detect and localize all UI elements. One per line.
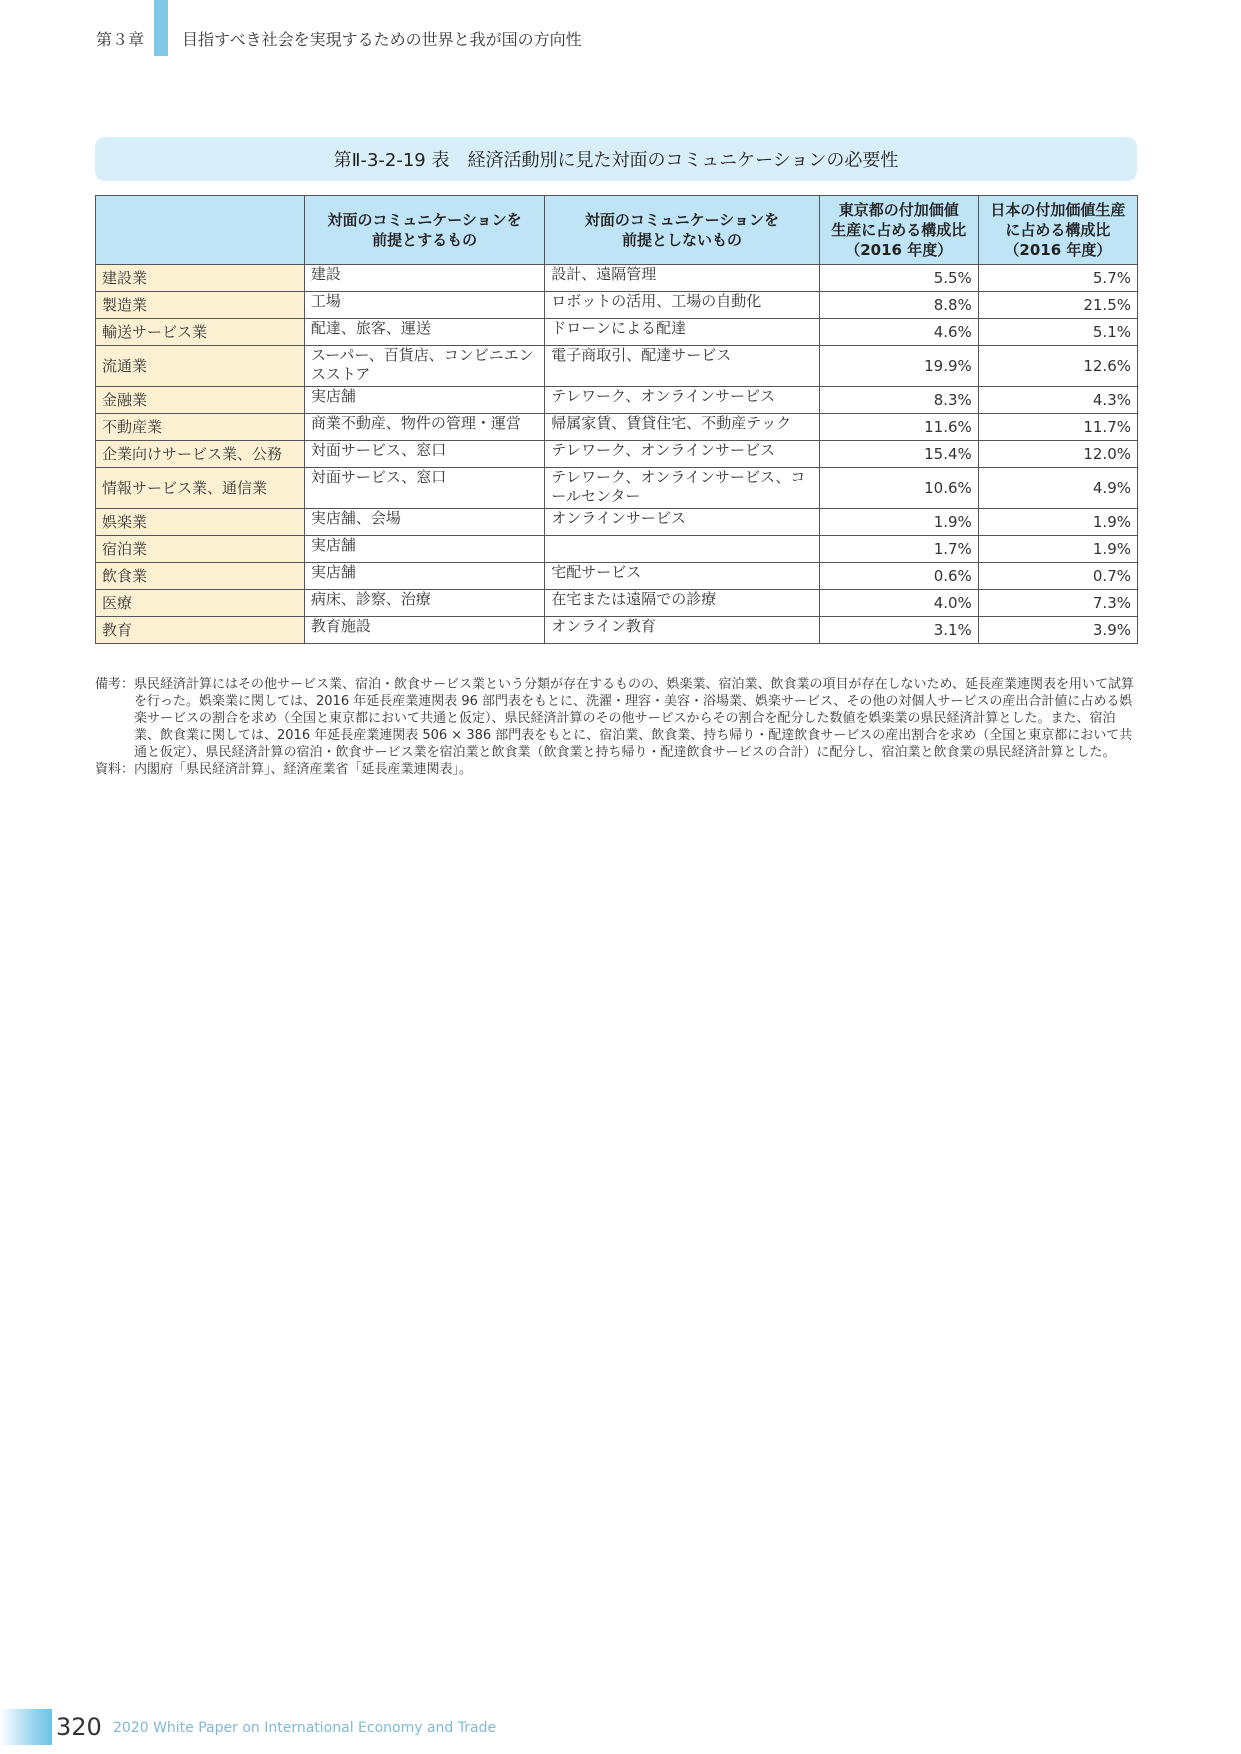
face-to-face-cell: スーパー、百貨店、コンビニエンスストア	[304, 346, 544, 387]
table-row	[96, 536, 1138, 563]
japan-share-cell: 1.9%	[978, 536, 1137, 563]
non-face-to-face-cell: テレワーク、オンラインサービス	[545, 441, 819, 468]
table-row	[96, 414, 1138, 441]
table-row	[96, 265, 1138, 292]
table-row	[96, 441, 1138, 468]
column-header	[96, 196, 305, 265]
industry-cell: 情報サービス業、通信業	[96, 468, 305, 509]
non-face-to-face-cell: 在宅または遠隔での診療	[545, 590, 819, 617]
japan-share-cell: 12.6%	[978, 346, 1137, 387]
tokyo-share-cell: 15.4%	[819, 441, 978, 468]
non-face-to-face-cell: 設計、遠隔管理	[545, 265, 819, 292]
industry-cell: 流通業	[96, 346, 305, 387]
non-face-to-face-cell: ロボットの活用、工場の自動化	[545, 292, 819, 319]
table-row	[96, 319, 1138, 346]
tokyo-share-cell: 10.6%	[819, 468, 978, 509]
table-caption	[95, 137, 1137, 181]
chapter-accent-bar	[154, 0, 168, 56]
table-row	[96, 563, 1138, 590]
table-row	[96, 509, 1138, 536]
industry-cell: 輸送サービス業	[96, 319, 305, 346]
tokyo-share-cell: 4.0%	[819, 590, 978, 617]
japan-share-cell: 5.1%	[978, 319, 1137, 346]
table-header-row	[96, 196, 1138, 265]
remarks-label: 備考：	[95, 677, 135, 692]
industry-cell: 飲食業	[96, 563, 305, 590]
japan-share-cell: 7.3%	[978, 590, 1137, 617]
tokyo-share-cell: 3.1%	[819, 617, 978, 644]
japan-share-cell: 5.7%	[978, 265, 1137, 292]
tokyo-share-cell: 19.9%	[819, 346, 978, 387]
remarks-note	[95, 676, 1140, 761]
industry-cell: 教育	[96, 617, 305, 644]
japan-share-cell: 3.9%	[978, 617, 1137, 644]
face-to-face-cell: 実店舗	[304, 536, 544, 563]
face-to-face-cell: 実店舗	[304, 563, 544, 590]
column-header: 対面のコミュニケーションを 前提とするもの	[304, 196, 544, 265]
non-face-to-face-cell: 電子商取引、配達サービス	[545, 346, 819, 387]
non-face-to-face-cell	[545, 536, 819, 563]
column-header: 日本の付加価値生産 に占める構成比 （2016 年度）	[978, 196, 1137, 265]
industry-cell: 医療	[96, 590, 305, 617]
face-to-face-cell: 病床、診察、治療	[304, 590, 544, 617]
face-to-face-cell: 工場	[304, 292, 544, 319]
notes-section	[95, 676, 1140, 778]
face-to-face-cell: 建設	[304, 265, 544, 292]
japan-share-cell: 21.5%	[978, 292, 1137, 319]
tokyo-share-cell: 11.6%	[819, 414, 978, 441]
tokyo-share-cell: 8.3%	[819, 387, 978, 414]
source-label: 資料：	[95, 762, 135, 777]
industry-cell: 企業向けサービス業、公務	[96, 441, 305, 468]
face-to-face-cell: 配達、旅客、運送	[304, 319, 544, 346]
table-row	[96, 617, 1138, 644]
non-face-to-face-cell: ドローンによる配達	[545, 319, 819, 346]
industry-cell: 金融業	[96, 387, 305, 414]
japan-share-cell: 1.9%	[978, 509, 1137, 536]
table-row	[96, 590, 1138, 617]
table-row	[96, 387, 1138, 414]
face-to-face-cell: 教育施設	[304, 617, 544, 644]
face-to-face-cell: 対面サービス、窓口	[304, 441, 544, 468]
industry-cell: 宿泊業	[96, 536, 305, 563]
japan-share-cell: 11.7%	[978, 414, 1137, 441]
face-to-face-cell: 実店舗、会場	[304, 509, 544, 536]
table-caption-text: 第Ⅱ-3-2-19 表 経済活動別に見た対面のコミュニケーションの必要性	[333, 150, 899, 171]
industry-cell: 娯楽業	[96, 509, 305, 536]
page-number: 320	[56, 1713, 102, 1741]
chapter-title: 目指すべき社会を実現するための世界と我が国の方向性	[182, 30, 582, 49]
source-text: 内閣府「県民経済計算」、経済産業省「延長産業連関表」。	[134, 762, 473, 777]
japan-share-cell: 4.3%	[978, 387, 1137, 414]
column-header: 東京都の付加価値 生産に占める構成比 （2016 年度）	[819, 196, 978, 265]
data-table	[95, 195, 1138, 644]
table-row	[96, 468, 1138, 509]
non-face-to-face-cell: 帰属家賃、賃貸住宅、不動産テック	[545, 414, 819, 441]
tokyo-share-cell: 5.5%	[819, 265, 978, 292]
tokyo-share-cell: 4.6%	[819, 319, 978, 346]
remarks-text: 県民経済計算にはその他サービス業、宿泊・飲食サービス業という分類が存在するものの、娯楽業、宿泊業、飲食業の項目が存在しないため、延長産業連関表を用いて試算を行った。娯楽業に関しては、2016 年延長産業連関表 96 部門表をもとに、洗濯・理容・美容・浴場業、娯楽サービス、その他の対個人サービスの産出合計値に占める娯楽サービスの割合を求め（全国と東京都において共通と仮定）、県民経済計算のその他サービスからその割合を配分した数値を娯楽業の県民経済計算とした。また、宿泊業、飲食業に関しては、2016 年延長産業連関表 506 × 386 部門表をもとに、宿泊業、飲食業、持ち帰り・配達飲食サービスの産出割合を求め（全国と東京都において共通と仮定）、県民経済計算の宿泊・飲食サービス業を宿泊業と飲食業（飲食業と持ち帰り・配達飲食サービスの合計）に配分し、宿泊業と飲食業の県民経済計算とした。	[134, 677, 1134, 760]
non-face-to-face-cell: オンラインサービス	[545, 509, 819, 536]
tokyo-share-cell: 1.7%	[819, 536, 978, 563]
face-to-face-cell: 実店舗	[304, 387, 544, 414]
column-header: 対面のコミュニケーションを 前提としないもの	[545, 196, 819, 265]
japan-share-cell: 4.9%	[978, 468, 1137, 509]
source-note	[95, 761, 1140, 778]
tokyo-share-cell: 1.9%	[819, 509, 978, 536]
non-face-to-face-cell: オンライン教育	[545, 617, 819, 644]
non-face-to-face-cell: テレワーク、オンラインサービス、コールセンター	[545, 468, 819, 509]
non-face-to-face-cell: テレワーク、オンラインサービス	[545, 387, 819, 414]
table-row	[96, 346, 1138, 387]
japan-share-cell: 12.0%	[978, 441, 1137, 468]
industry-cell: 製造業	[96, 292, 305, 319]
table-row	[96, 292, 1138, 319]
footer-accent-bar	[0, 1709, 52, 1745]
tokyo-share-cell: 8.8%	[819, 292, 978, 319]
japan-share-cell: 0.7%	[978, 563, 1137, 590]
table-body	[96, 265, 1138, 644]
industry-cell: 不動産業	[96, 414, 305, 441]
face-to-face-cell: 商業不動産、物件の管理・運営	[304, 414, 544, 441]
non-face-to-face-cell: 宅配サービス	[545, 563, 819, 590]
chapter-label: 第３章	[96, 30, 145, 49]
face-to-face-cell: 対面サービス、窓口	[304, 468, 544, 509]
footer-title: 2020 White Paper on International Economy and Trade	[113, 1720, 497, 1736]
page-header	[0, 0, 1241, 60]
industry-cell: 建設業	[96, 265, 305, 292]
tokyo-share-cell: 0.6%	[819, 563, 978, 590]
